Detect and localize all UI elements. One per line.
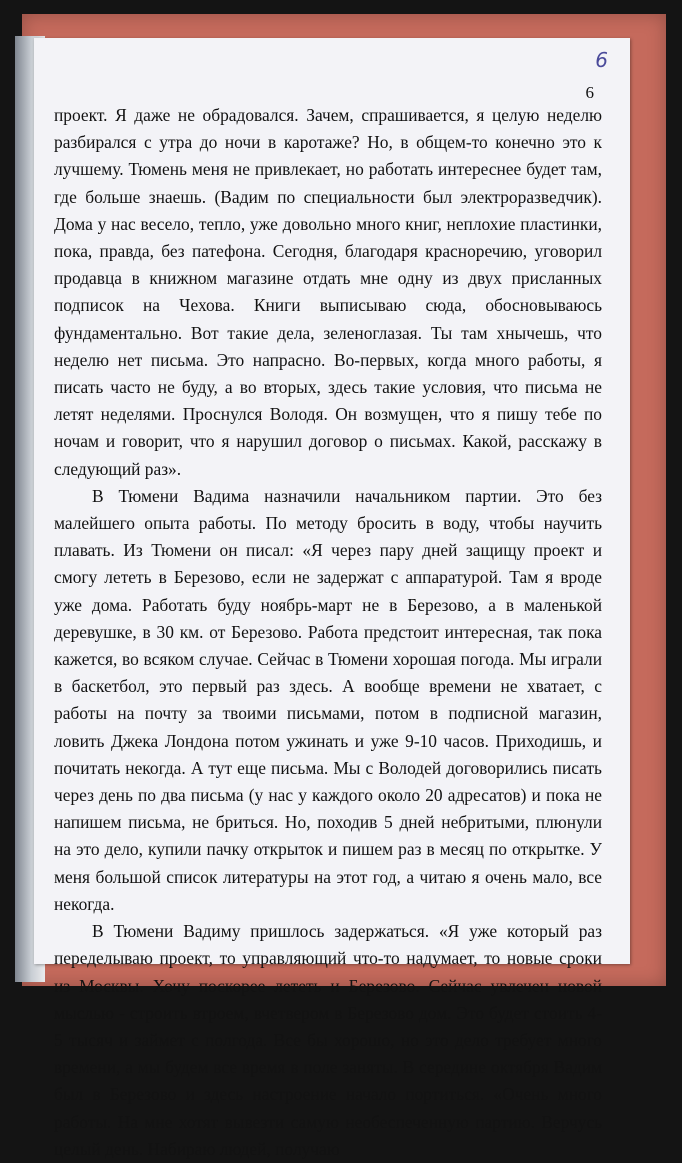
document-page bbox=[34, 38, 630, 1159]
paragraph-1: проект. Я даже не обрадовался. Зачем, спрашивается, я целую неделю разбирался с утра до ночи в каротаже? Но, в общем-то конечно это к лучшему. Тюмень меня не привлекает, но работать интереснее будет там, где больше знаешь. (Вадим по специальности был электроразведчик). Дома у нас весело, тепло, уже довольно много книг, неплохие пластинки, пока, правда, без патефона. Сегодня, благодаря красноречию, уговорил продавца в книжном магазине отдать мне одну из двух присланных подписок на Чехова. Книги выписываю сюда, обосновываюсь фундаментально. Вот такие дела, зеленоглазая. Ты там хнычешь, что неделю нет письма. Это напрасно. Во-первых, когда много работы, я писать часто не буду, а во вторых, здесь такие условия, что письма не летят неделями. Проснулся Володя. Он возмущен, что я пишу тебе по ночам и говорит, что я нарушил договор о письмах. Какой, расскажу в следующий раз». bbox=[54, 105, 602, 479]
page-number: 6 bbox=[585, 83, 594, 102]
paragraph-3: В Тюмени Вадиму пришлось задержаться. «Я уже который раз переделываю проект, то управляющий что-то надумает, то новые сроки из Москвы. Хочу поскорее лететь и Березово. Сейчас увлечен новой мыслью - строить втроем, вчетвером в Березово дом. Это будет стоить 4-5 тысяч и займет с полгода. Все бы хорошо, но это дело требует много времени, а мы будем все время в поле заняты. В середине октября Вадим был в Березово и здесь настроение начало портиться. «Очень много работы. На мне хотят вывезти самую необеспеченную партию. Верчусь целый день. Набираю людей, получаю bbox=[54, 921, 602, 1159]
paragraph-2: В Тюмени Вадима назначили начальником партии. Это без малейшего опыта работы. По методу бросить в воду, чтобы научить плавать. Из Тюмени он писал: «Я через пару дней защищу проект и смогу лететь в Березово, если не задержат с аппаратурой. Там я вроде уже дома. Работать буду ноябрь-март не в Березово, а в маленькой деревушке, в 30 км. от Березово. Работа предстоит интересная, так пока кажется, во всяком случае. Сейчас в Тюмени хорошая погода. Мы играли в баскетбол, это первый раз здесь. А вообще времени не хватает, с работы на почту за твоими письмами, потом в подписной магазин, ловить Джека Лондона потом ужинать и уже 9-10 часов. Приходишь, и почитать некогда. А тут еще письма. Мы с Володей договорились писать через день по два письма (у нас у каждого около 20 адресатов) и пока не напишем письма, не бриться. Но, походив 5 дней небритыми, плюнули на это дело, купили пачку открыток и пишем раз в месяц по открытке. У меня большой список литературы на этот год, а читаю я очень мало, все некогда. bbox=[54, 485, 602, 914]
handwritten-page-number: 6 bbox=[595, 48, 608, 72]
body-text bbox=[54, 102, 602, 1163]
